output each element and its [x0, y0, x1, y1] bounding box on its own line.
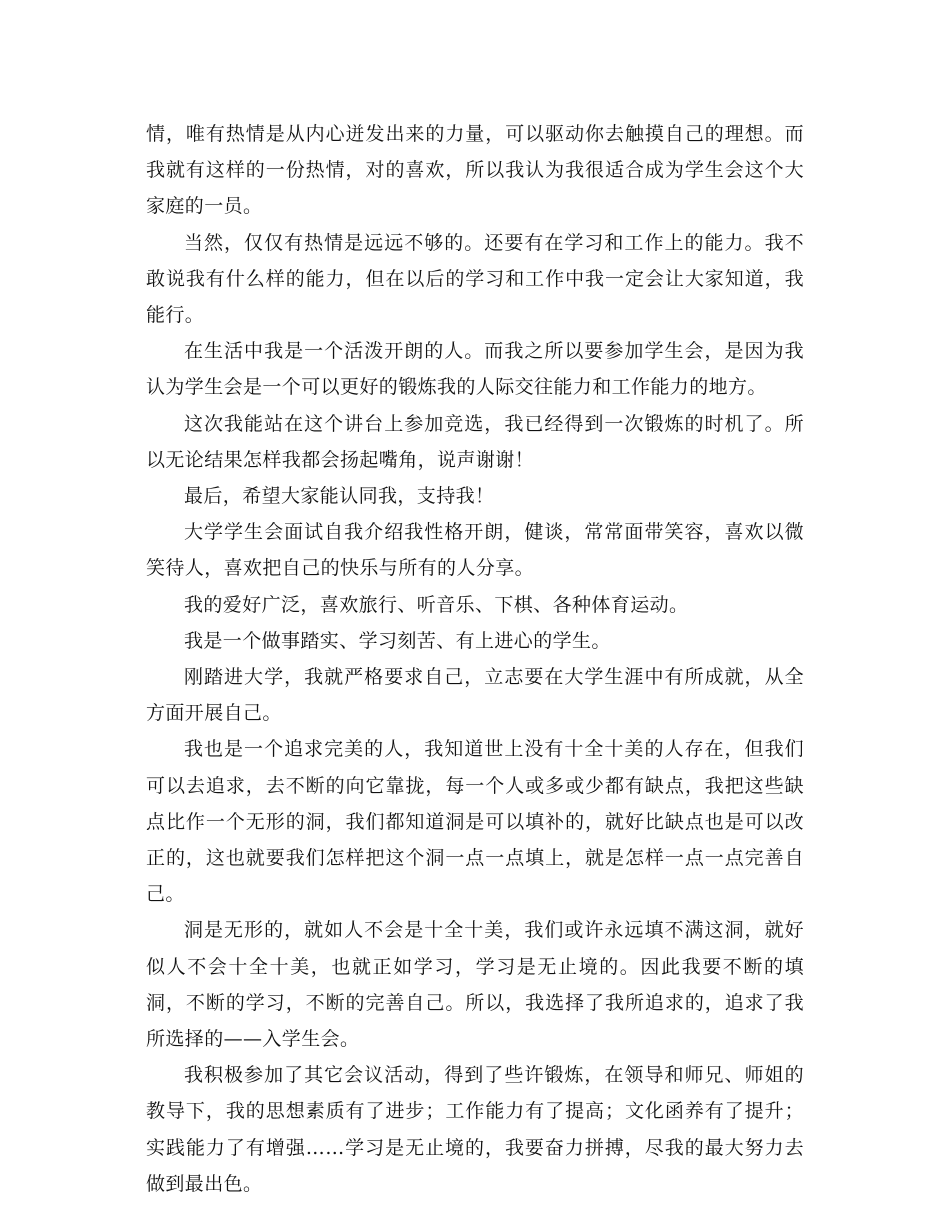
paragraph-8: 我是一个做事踏实、学习刻苦、有上进心的学生。	[184, 629, 611, 652]
paragraph-10: 我也是一个追求完美的人，我知道世上没有十全十美的人存在，但我们可以去追求，去不断的向它靠拢，每一个人或多或少都有缺点，我把这些缺点比作一个无形的洞，我们都知道洞是可以填补的，就好比缺点也是可以改正的，这也就要我们怎样把这个洞一点一点填上，就是怎样一点一点完善自己。	[146, 738, 804, 906]
paragraph-4: 这次我能站在这个讲台上参加竞选，我已经得到一次锻炼的时机了。所以无论结果怎样我都会扬起嘴角，说声谢谢！	[146, 412, 804, 471]
paragraph-6: 大学学生会面试自我介绍我性格开朗，健谈，常常面带笑容，喜欢以微笑待人，喜欢把自己的快乐与所有的人分享。	[146, 521, 804, 580]
paragraph-1: 情，唯有热情是从内心迸发出来的力量，可以驱动你去触摸自己的理想。而我就有这样的一份热情，对的喜欢，所以我认为我很适合成为学生会这个大家庭的一员。	[146, 123, 804, 218]
paragraph-2: 当然，仅仅有热情是远远不够的。还要有在学习和工作上的能力。我不敢说我有什么样的能力，但在以后的学习和工作中我一定会让大家知道，我能行。	[146, 231, 804, 327]
paragraph-3: 在生活中我是一个活泼开朗的人。而我之所以要参加学生会，是因为我认为学生会是一个可以更好的锻炼我的人际交往能力和工作能力的地方。	[146, 340, 804, 399]
document-body	[146, 116, 804, 1202]
paragraph-9: 刚踏进大学，我就严格要求自己，立志要在大学生涯中有所成就，从全方面开展自己。	[146, 666, 804, 725]
paragraph-12: 我积极参加了其它会议活动，得到了些许锻炼，在领导和师兄、师姐的教导下，我的思想素质有了进步；工作能力有了提高；文化函养有了提升；实践能力了有增强……学习是无止境的，我要奋力拼搏，尽我的最大努力去做到最出色。	[146, 1064, 804, 1195]
paragraph-5: 最后，希望大家能认同我，支持我！	[184, 485, 495, 508]
paragraph-11: 洞是无形的，就如人不会是十全十美，我们或许永远填不满这洞，就好似人不会十全十美，也就正如学习，学习是无止境的。因此我要不断的填洞，不断的学习，不断的完善自己。所以，我选择了我所追求的，追求了我所选择的——入学生会。	[146, 919, 804, 1051]
paragraph-7: 我的爱好广泛，喜欢旅行、听音乐、下棋、各种体育运动。	[184, 593, 689, 616]
